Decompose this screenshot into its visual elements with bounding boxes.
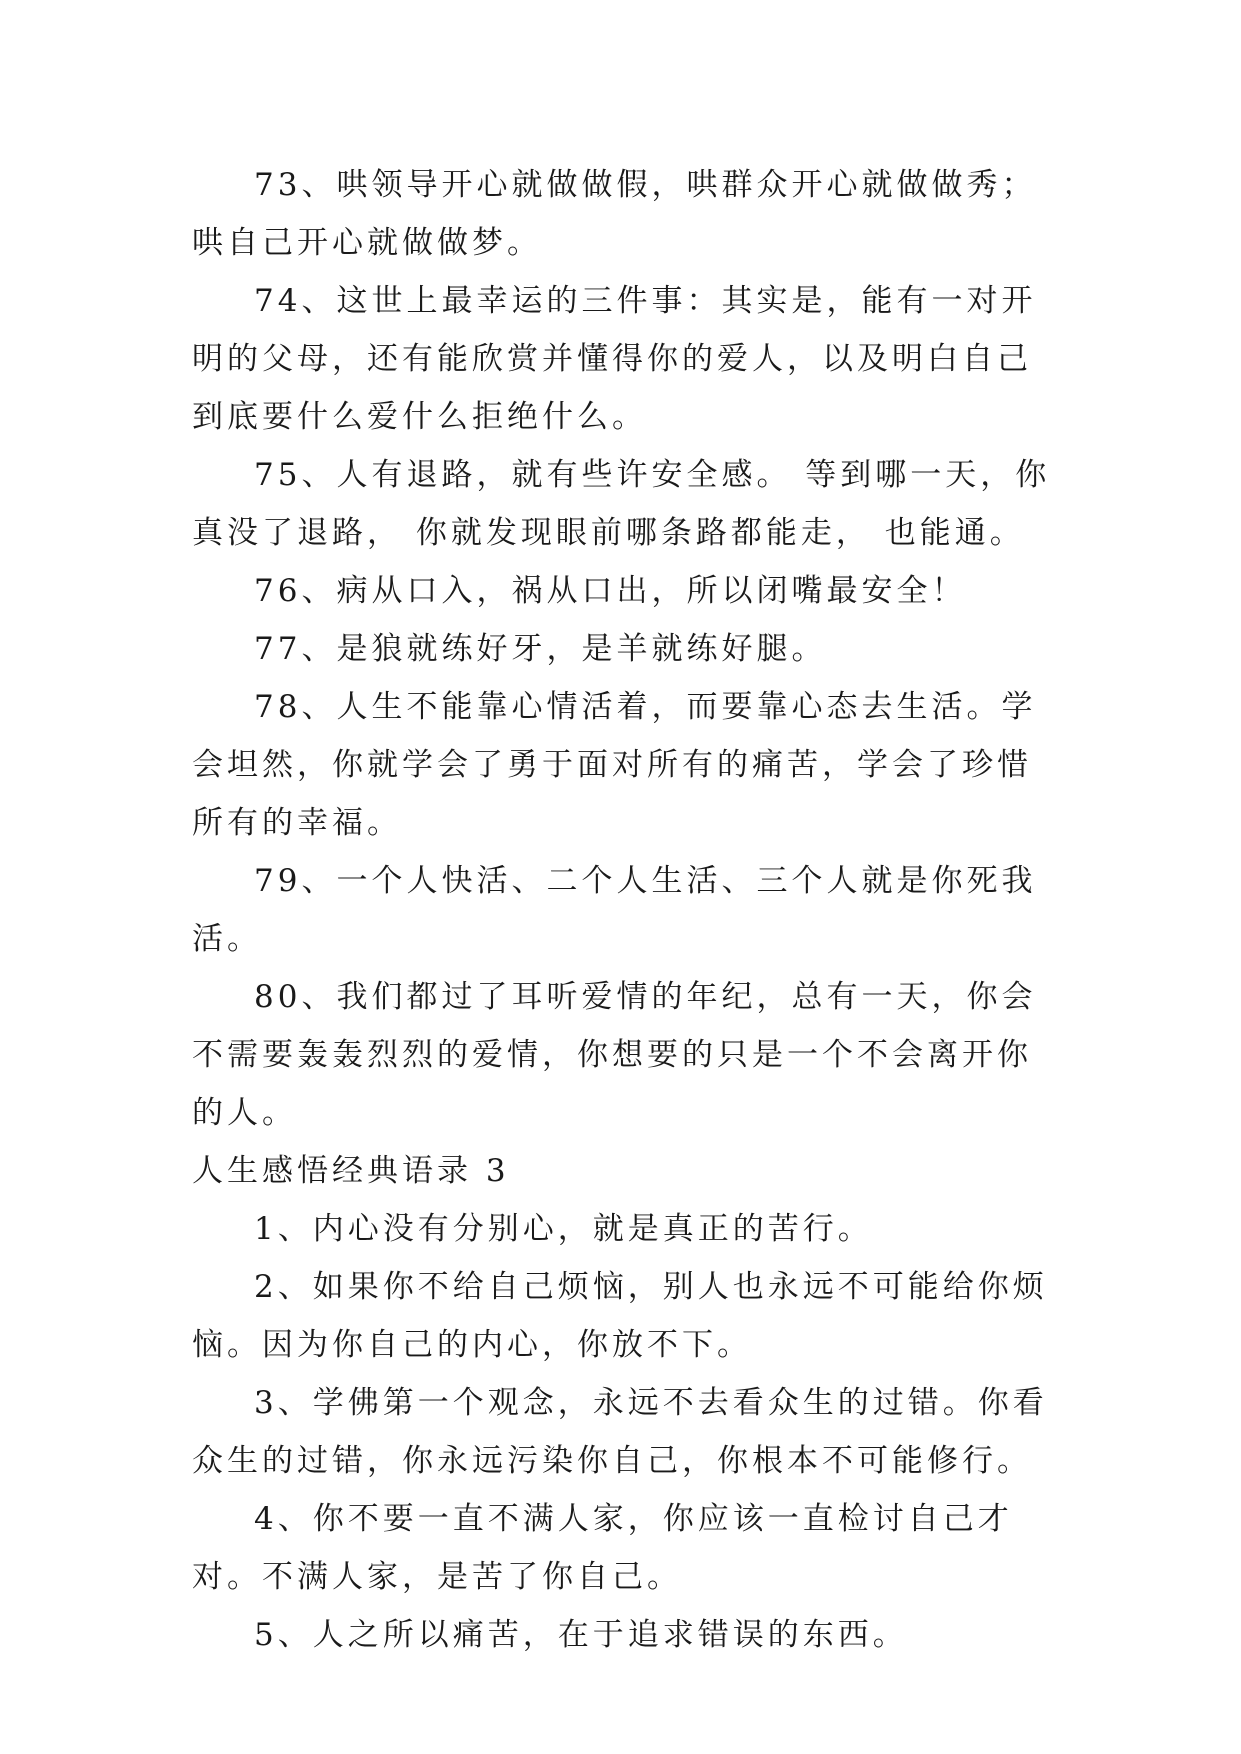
document-body <box>192 156 1062 1664</box>
quote-4: 4、你不要一直不满人家，你应该一直检讨自己才对。不满人家，是苦了你自己。 <box>192 1501 1013 1595</box>
quote-77: 77、是狼就练好牙，是羊就练好腿。 <box>254 631 827 667</box>
quote-1: 1、内心没有分别心，就是真正的苦行。 <box>254 1211 873 1247</box>
section-heading: 人生感悟经典语录 3 <box>192 1153 510 1189</box>
quote-78: 78、人生不能靠心情活着，而要靠心态去生活。学会坦然，你就学会了勇于面对所有的痛苦，学会了珍惜所有的幸福。 <box>192 689 1037 841</box>
quote-73: 73、哄领导开心就做做假，哄群众开心就做做秀；哄自己开心就做做梦。 <box>192 167 1037 261</box>
quote-80: 80、我们都过了耳听爱情的年纪，总有一天，你会不需要轰轰烈烈的爱情，你想要的只是一个不会离开你的人。 <box>192 979 1037 1131</box>
quote-76: 76、病从口入，祸从口出，所以闭嘴最安全！ <box>254 573 967 609</box>
quote-5: 5、人之所以痛苦，在于追求错误的东西。 <box>254 1617 908 1653</box>
quote-3: 3、学佛第一个观念，永远不去看众生的过错。你看众生的过错，你永远污染你自己，你根本不可能修行。 <box>192 1385 1048 1479</box>
quote-2: 2、如果你不给自己烦恼，别人也永远不可能给你烦恼。因为你自己的内心，你放不下。 <box>192 1269 1048 1363</box>
quote-75: 75、人有退路，就有些许安全感。 等到哪一天，你真没了退路， 你就发现眼前哪条路都能走， 也能通。 <box>192 457 1051 551</box>
quote-79: 79、一个人快活、二个人生活、三个人就是你死我活。 <box>192 863 1037 957</box>
quote-74: 74、这世上最幸运的三件事：其实是，能有一对开明的父母，还有能欣赏并懂得你的爱人，以及明白自己到底要什么爱什么拒绝什么。 <box>192 283 1037 435</box>
